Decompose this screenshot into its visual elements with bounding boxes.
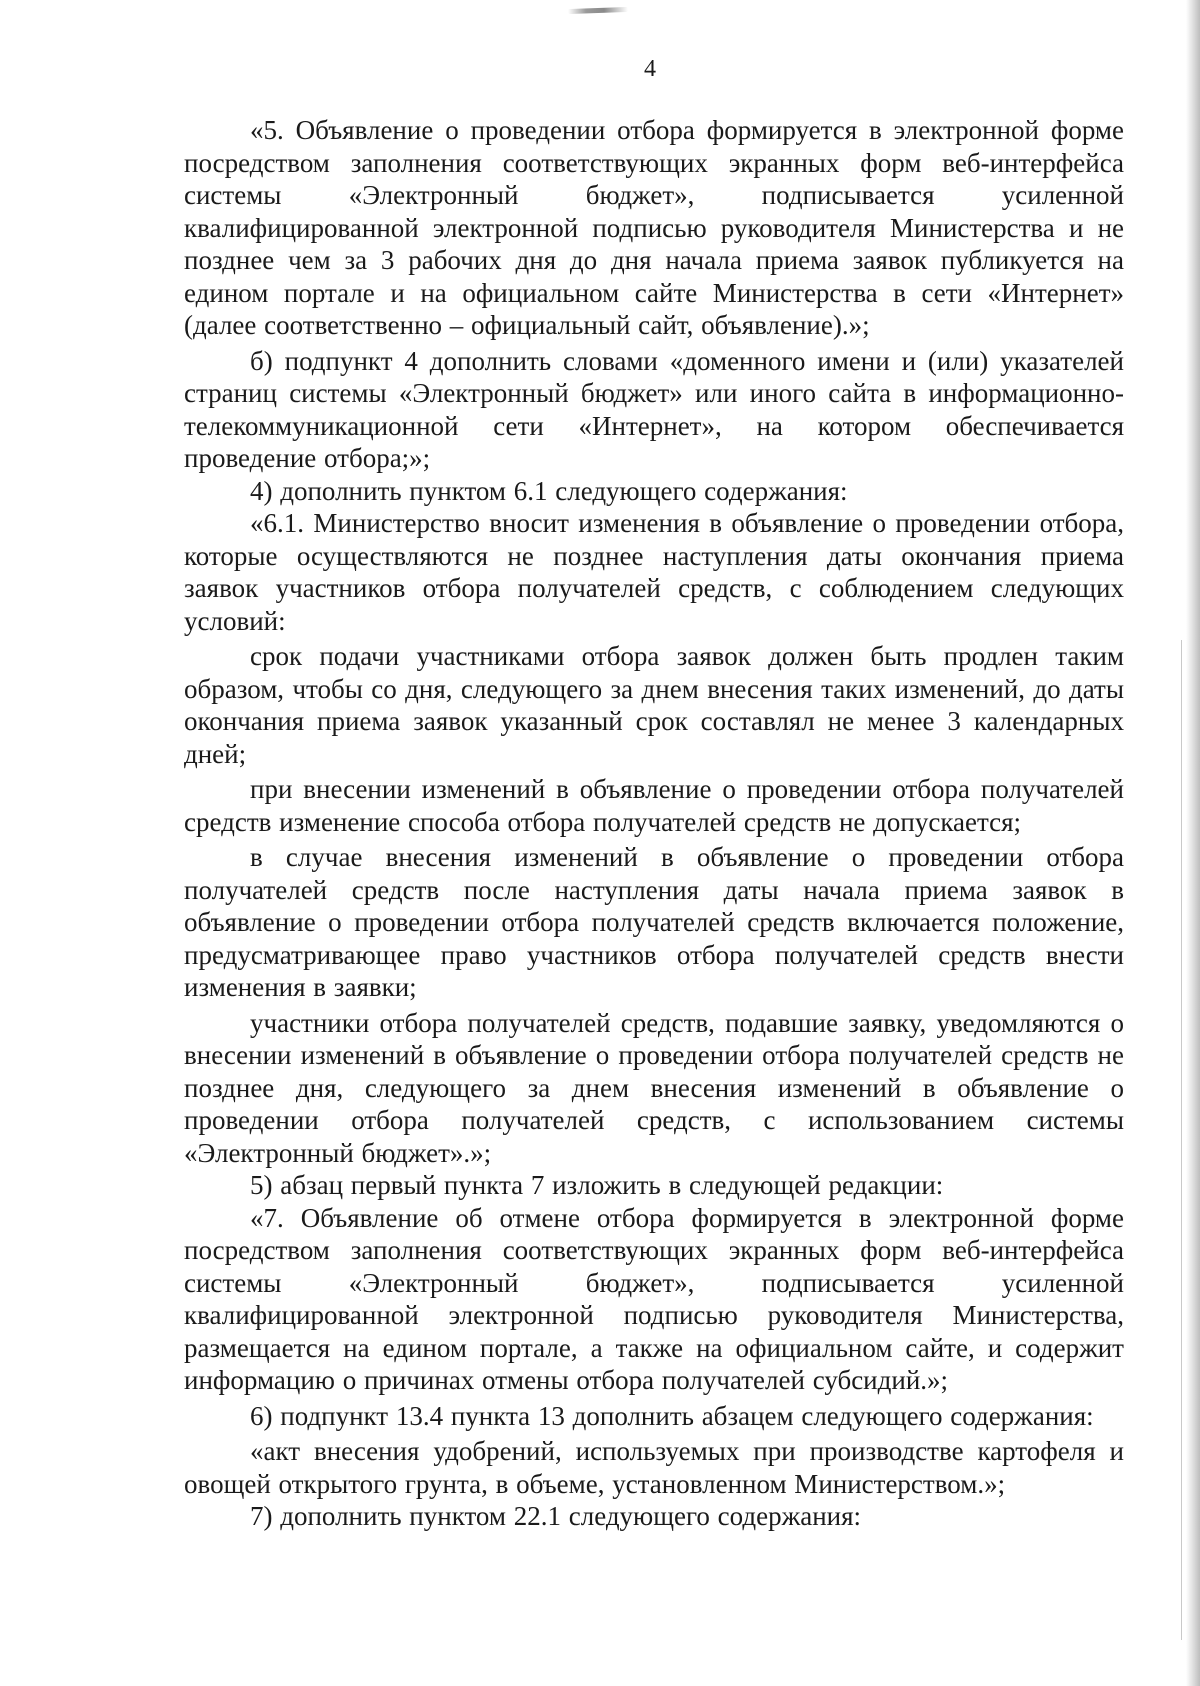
paragraph-add-item-22-1: 7) дополнить пунктом 22.1 следующего содержания: xyxy=(250,1501,862,1531)
page-edge-line xyxy=(1181,640,1182,1640)
paragraph-changes-condition: в случае внесения изменений в объявление о проведении отбора получателей средств после наступления даты начала приема заявок в объявление о проведении отбора получателей средств включается положение, предусматривающее право участников отбора получателей средств внести изменения в заявки; xyxy=(184,842,1124,1002)
paragraph-fertilizer-act: «акт внесения удобрений, используемых при производстве картофеля и овощей открытого грунта, в объеме, установленном Министерством.»; xyxy=(184,1436,1124,1499)
paragraph-item-7: «7. Объявление об отмене отбора формируется в электронной форме посредством заполнения соответствующих экранных форм веб-интерфейса системы «Электронный бюджет», подписывается усиленной квалифицированной электронной подписью руководителя Министерства, размещается на едином портале, а также на официальном сайте, и содержит информацию о причинах отмены отбора получателей субсидий.»; xyxy=(184,1202,1124,1395)
paragraph-item-6-1: «6.1. Министерство вносит изменения в объявление о проведении отбора, которые осуществляются не позднее наступления даты окончания приема заявок участников отбора получателей средств, с соблюдением следующих условий: xyxy=(184,508,1124,636)
scan-artifact-mark xyxy=(568,7,628,14)
page-number: 4 xyxy=(644,56,656,82)
page-edge-shadow xyxy=(1186,0,1200,1686)
paragraph-subitem-4: б) подпункт 4 дополнить словами «доменного имени и (или) указателей страниц системы «Электронный бюджет» или иного сайта в информационно-телекоммуникационной сети «Интернет», на котором обеспечивается проведение отбора;»; xyxy=(184,345,1124,473)
paragraph-add-item-6-1: 4) дополнить пунктом 6.1 следующего содержания: xyxy=(250,475,848,506)
paragraph-notification-condition: участники отбора получателей средств, подавшие заявку, уведомляются о внесении изменений в объявление о проведении отбора получателей средств не позднее дня, следующего за днем внесения изменений в объявление о проведении отбора получателей средств, с использованием системы «Электронный бюджет».»; xyxy=(184,1007,1124,1168)
document-body xyxy=(184,114,1124,1533)
paragraph-deadline-condition: срок подачи участниками отбора заявок должен быть продлен таким образом, чтобы со дня, следующего за днем внесения таких изменений, до даты окончания приема заявок указанный срок составлял не менее 3 календарных дней; xyxy=(184,641,1124,769)
paragraph-item-7-edit: 5) абзац первый пункта 7 изложить в следующей редакции: xyxy=(250,1170,944,1200)
paragraph-subitem-13-4: 6) подпункт 13.4 пункта 13 дополнить абзацем следующего содержания: xyxy=(250,1400,1094,1431)
paragraph-announcement-form: «5. Объявление о проведении отбора формируется в электронной форме посредством заполнения соответствующих экранных форм веб-интерфейса системы «Электронный бюджет», подписывается усиленной квалифицированной электронной подписью руководителя Министерства и не позднее чем за 3 рабочих дня до дня начала приема заявок публикуется на едином портале и на официальном сайте Министерства в сети «Интернет» (далее соответственно – официальный сайт, объявление).»; xyxy=(184,115,1124,340)
paragraph-method-condition: при внесении изменений в объявление о проведении отбора получателей средств изменение способа отбора получателей средств не допускается; xyxy=(184,774,1124,837)
